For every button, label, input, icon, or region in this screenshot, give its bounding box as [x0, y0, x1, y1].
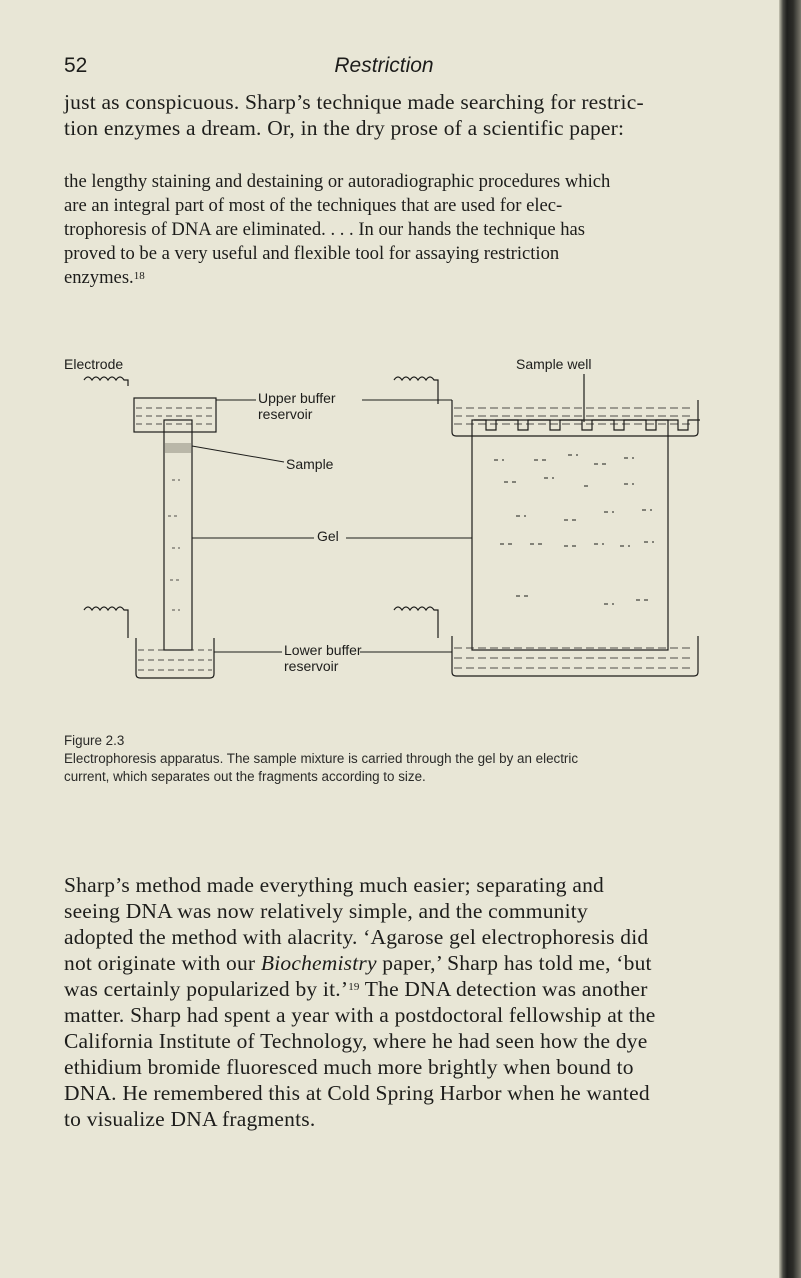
dna-bands [494, 455, 654, 604]
gel-slab-front [472, 420, 668, 650]
main-paragraph [64, 872, 704, 1132]
paragraph-line: adopted the method with alacrity. ‘Agarose gel electrophoresis did [64, 925, 649, 949]
caption-line: current, which separates out the fragments according to size. [64, 769, 426, 784]
quote-last-words: enzymes. [64, 267, 134, 288]
paragraph-line [64, 950, 704, 976]
paragraph-line: matter. Sharp had spent a year with a postdoctoral fellowship at the [64, 1003, 656, 1027]
paragraph-line: California Institute of Technology, where he had seen how the dye [64, 1029, 648, 1053]
label-sample-well: Sample well [516, 356, 592, 372]
intro-line: just as conspicuous. Sharp’s technique made searching for restric- [64, 90, 644, 114]
upper-reservoir-side [134, 398, 216, 432]
side-view [84, 377, 216, 678]
caption-title: Figure 2.3 [64, 733, 125, 748]
label-lower-buffer-reservoir: reservoir [284, 658, 339, 674]
electrode-coil-top-left [84, 377, 128, 386]
lower-reservoir-side [136, 638, 214, 678]
gel-column-side [164, 420, 192, 650]
book-spine-shadow [779, 0, 801, 1278]
apparatus-diagram [64, 360, 714, 690]
figure-electrophoresis [64, 356, 714, 690]
label-upper-buffer-reservoir: reservoir [258, 406, 313, 422]
label-gel: Gel [317, 528, 339, 544]
paragraph-line: ethidium bromide fluoresced much more brightly when bound to [64, 1055, 634, 1079]
paragraph-line: DNA. He remembered this at Cold Spring Harbor when he wanted [64, 1081, 650, 1105]
front-view [394, 374, 700, 676]
sample-wells [474, 420, 700, 430]
footnote-ref: 18 [133, 270, 145, 282]
upper-reservoir-front [452, 400, 698, 436]
paragraph-line: Sharp’s method made everything much easier; separating and [64, 873, 604, 897]
block-quote [64, 170, 716, 290]
intro-line: tion enzymes a dream. Or, in the dry prose of a scientific paper: [64, 116, 625, 140]
lower-reservoir-front [452, 636, 698, 676]
paragraph-text: The DNA detection was another [359, 977, 648, 1001]
electrode-coil-bottom-right [394, 607, 438, 638]
intro-text [64, 89, 704, 141]
quote-line: proved to be a very useful and flexible tool for assaying restriction [64, 243, 560, 264]
quote-line: the lengthy staining and destaining or autoradiographic procedures which [64, 171, 611, 192]
quote-line: are an integral part of most of the techniques that are used for elec- [64, 195, 563, 216]
paragraph-text: not originate with our [64, 951, 261, 975]
label-lower-buffer: Lower buffer [284, 642, 362, 658]
paragraph-text: was certainly popularized by it.’ [64, 977, 349, 1001]
running-header [64, 54, 704, 82]
footnote-ref: 19 [348, 981, 360, 993]
paragraph-line: to visualize DNA fragments. [64, 1107, 316, 1131]
sample-band-side [165, 443, 191, 453]
paragraph-line: seeing DNA was now relatively simple, and the community [64, 899, 588, 923]
leader-lines [192, 400, 472, 652]
paragraph-text: paper,’ Sharp has told me, ‘but [376, 951, 652, 975]
paragraph-line [64, 976, 704, 1002]
label-electrode: Electrode [64, 356, 124, 372]
quote-line: trophoresis of DNA are eliminated. . . . In our hands the technique has [64, 219, 586, 240]
label-sample: Sample [286, 456, 334, 472]
quote-line [64, 266, 716, 290]
caption-line: Electrophoresis apparatus. The sample mixture is carried through the gel by an electric [64, 751, 579, 766]
running-title: Restriction [334, 54, 434, 77]
label-upper-buffer: Upper buffer [258, 390, 336, 406]
page-number: 52 [64, 54, 88, 77]
figure-caption [64, 732, 724, 786]
journal-title: Biochemistry [260, 951, 377, 975]
electrode-coil-bottom-left [84, 607, 128, 638]
